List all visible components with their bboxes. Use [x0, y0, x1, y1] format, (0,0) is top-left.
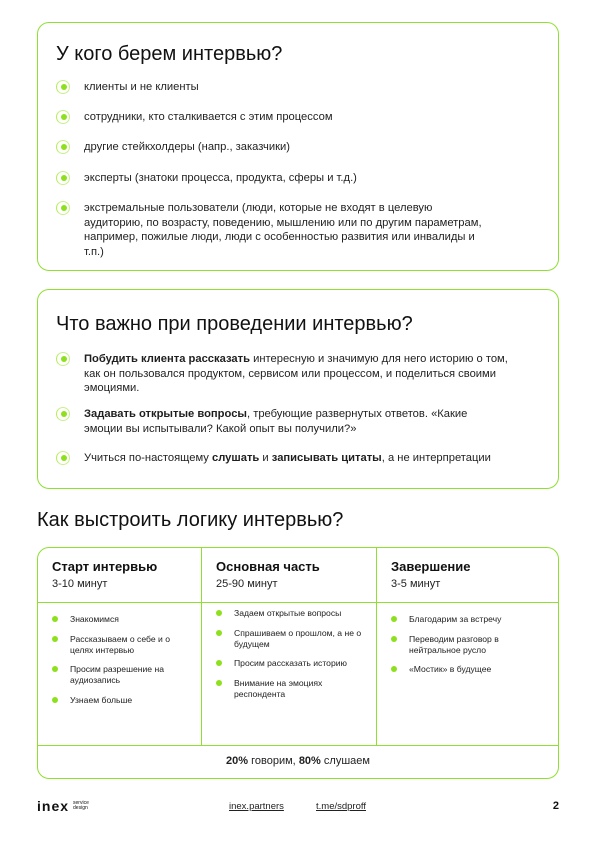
column-main	[202, 548, 376, 745]
bullet-icon	[56, 451, 70, 465]
who-item	[56, 140, 544, 155]
list-item: Переводим разговор в нейтральное русло	[391, 634, 552, 656]
column-title: Завершение	[391, 559, 471, 574]
who-item-text: клиенты и не клиенты	[84, 81, 199, 93]
column-start	[38, 548, 201, 745]
column-duration: 25-90 минут	[216, 578, 278, 590]
who-item	[56, 171, 544, 186]
dot-icon	[52, 636, 58, 642]
important-item-text: Задавать открытые вопросы, требующие развернутых ответов. «Какие эмоции вы испытывали? Какой опыт вы получили?»	[84, 408, 468, 435]
list-item: «Мостик» в будущее	[391, 664, 552, 675]
who-item	[56, 110, 544, 125]
who-item-text: другие стейкхолдеры (напр., заказчики)	[84, 141, 290, 153]
who-item-text: эксперты (знатоки процесса, продукта, сферы и т.д.)	[84, 172, 357, 184]
list-item: Спрашиваем о прошлом, а не о будущем	[216, 628, 368, 650]
column-list	[52, 614, 193, 714]
list-item: Задаем открытые вопросы	[216, 608, 368, 619]
column-list	[216, 608, 368, 708]
bullet-icon	[56, 110, 70, 124]
column-header	[377, 548, 559, 603]
dot-icon	[216, 680, 222, 686]
important-title: Что важно при проведении интервью?	[56, 313, 413, 335]
who-item	[56, 201, 488, 259]
who-card	[37, 22, 559, 271]
list-item: Благодарим за встречу	[391, 614, 552, 625]
important-item	[56, 407, 498, 436]
bullet-icon	[56, 140, 70, 154]
dot-icon	[391, 616, 397, 622]
dot-icon	[216, 660, 222, 666]
dot-icon	[391, 666, 397, 672]
list-item: Узнаем больше	[52, 695, 193, 706]
logic-table	[37, 547, 559, 779]
dot-icon	[52, 616, 58, 622]
important-item	[56, 451, 544, 466]
important-card	[37, 289, 559, 489]
important-item	[56, 352, 518, 396]
logic-title: Как выстроить логику интервью?	[37, 509, 344, 531]
column-list	[391, 614, 552, 684]
page-number: 2	[552, 800, 559, 812]
bullet-icon	[56, 201, 70, 215]
website-link[interactable]: inex.partners	[229, 801, 284, 812]
column-title: Основная часть	[216, 559, 320, 574]
bullet-icon	[56, 80, 70, 94]
list-item: Рассказываем о себе и о целях интервью	[52, 634, 193, 656]
list-item: Знакомимся	[52, 614, 193, 625]
bullet-icon	[56, 407, 70, 421]
page-footer	[37, 800, 559, 816]
column-header	[38, 548, 201, 603]
who-item-text: сотрудники, кто сталкивается с этим процессом	[84, 111, 333, 123]
ratio-note: 20% говорим, 80% слушаем	[38, 745, 558, 779]
dot-icon	[216, 610, 222, 616]
dot-icon	[216, 630, 222, 636]
bullet-icon	[56, 352, 70, 366]
column-header	[202, 548, 376, 603]
inex-logo: inex service design	[37, 798, 89, 814]
who-item-text: экстремальные пользователи (люди, которые не входят в целевую аудиторию, по возрасту, поведению, мышлению или по другим параметрам, например, пожилые люди, люди с особенностью развития или инвалиды и т.п.)	[84, 202, 482, 258]
dot-icon	[52, 666, 58, 672]
who-item	[56, 80, 544, 95]
column-duration: 3-5 минут	[391, 578, 441, 590]
telegram-link[interactable]: t.me/sdproff	[316, 801, 366, 812]
column-title: Старт интервью	[52, 559, 158, 574]
list-item: Просим рассказать историю	[216, 658, 368, 669]
important-item-text: Учиться по-настоящему слушать и записывать цитаты, а не интерпретации	[84, 452, 491, 464]
list-item: Просим разрешение на аудиозапись	[52, 664, 193, 686]
dot-icon	[391, 636, 397, 642]
column-duration: 3-10 минут	[52, 578, 108, 590]
bullet-icon	[56, 171, 70, 185]
who-title: У кого берем интервью?	[56, 43, 283, 65]
dot-icon	[52, 697, 58, 703]
list-item: Внимание на эмоциях респондента	[216, 678, 368, 700]
column-end	[377, 548, 559, 745]
important-item-text: Побудить клиента рассказать интересную и значимую для него историю о том, как он пользовался продуктом, сервисом или процессом, и поделиться своими эмоциями.	[84, 353, 508, 394]
